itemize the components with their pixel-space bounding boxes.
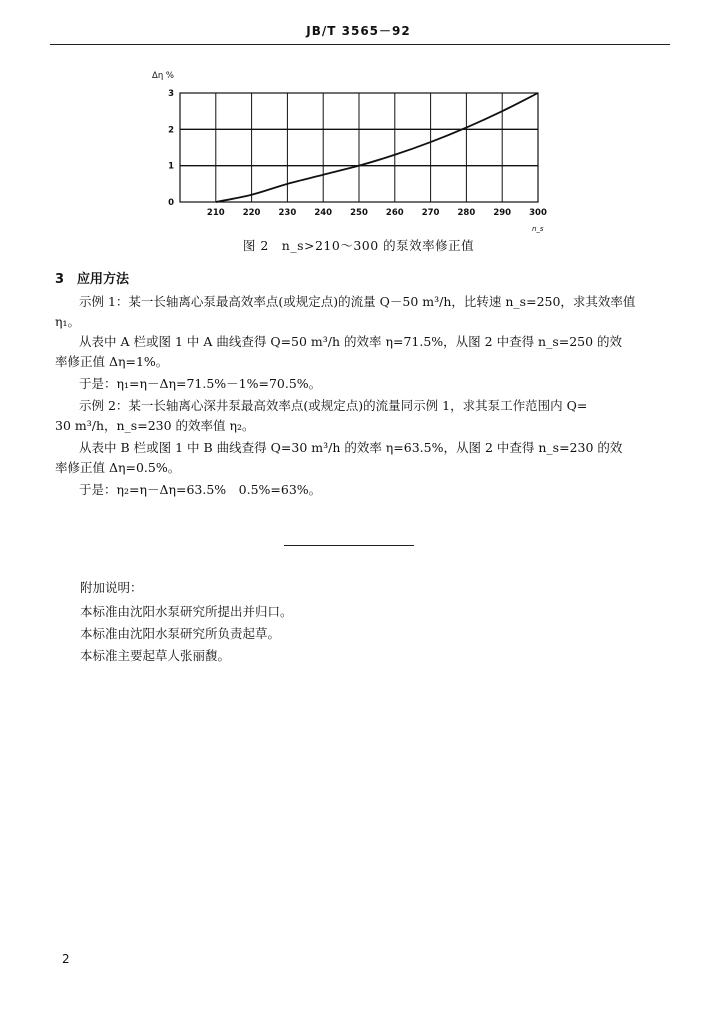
- x-tick-label: 270: [421, 208, 440, 218]
- y-tick-label: 0: [168, 198, 174, 208]
- x-tick-label: 260: [385, 208, 404, 218]
- y-axis-label: Δη %: [152, 71, 174, 81]
- page-number: 2: [62, 952, 70, 966]
- x-tick-label: 250: [350, 208, 368, 218]
- x-tick-label: 290: [493, 208, 512, 218]
- y-tick-label: 2: [168, 125, 174, 136]
- correction-curve: [216, 93, 538, 202]
- x-tick-label: 280: [457, 208, 476, 218]
- x-tick-label: 220: [242, 208, 261, 218]
- paragraph-example1-line1: 示例 1：某一长轴离心泵最高效率点(或规定点)的流量 Q－50 m³/h，比转速 n_s=250，求其效率值: [79, 294, 636, 309]
- x-axis-label: n_s: [532, 225, 544, 233]
- paragraph-lookup2-line1: 从表中 B 栏或图 1 中 B 曲线查得 Q=30 m³/h 的效率 η=63.5%，从图 2 中查得 n_s=230 的效: [79, 440, 623, 455]
- paragraph-lookup2-line2: 率修正值 Δη=0.5%。: [55, 460, 181, 475]
- x-tick-label: 210: [206, 208, 225, 218]
- notes-title: 附加说明：: [80, 580, 143, 595]
- y-tick-label: 3: [168, 89, 174, 99]
- document-header: JB/T 3565－92: [306, 24, 411, 38]
- paragraph-result1: 于是：η₁=η－Δη=71.5%－1%=70.5%。: [79, 376, 322, 391]
- x-tick-label: 240: [314, 208, 333, 218]
- x-tick-label: 230: [278, 208, 297, 218]
- paragraph-lookup1-line2: 率修正值 Δη=1%。: [55, 354, 169, 369]
- paragraph-result2: 于是：η₂=η－Δη=63.5% 0.5%=63%。: [79, 482, 322, 497]
- header-rule: [50, 44, 670, 45]
- paragraph-example1-line2: η₁。: [55, 314, 81, 329]
- y-tick-label: 1: [168, 161, 174, 172]
- section-heading: 3 应用方法: [55, 272, 130, 287]
- end-rule: [284, 545, 414, 546]
- notes-line: 本标准由沈阳水泵研究所负责起草。: [80, 626, 281, 641]
- paragraph-example2-line2: 30 m³/h，n_s=230 的效率值 η₂。: [55, 418, 255, 433]
- figure-caption: 图 2 n_s>210～300 的泵效率修正值: [242, 238, 475, 253]
- paragraph-example2-line1: 示例 2：某一长轴离心深井泵最高效率点(或规定点)的流量同示例 1，求其泵工作范围内 Q=: [79, 398, 588, 413]
- notes-line: 本标准主要起草人张丽馥。: [80, 648, 231, 663]
- notes-line: 本标准由沈阳水泵研究所提出并归口。: [80, 604, 293, 619]
- x-tick-label: 300: [529, 208, 547, 218]
- correction-chart: [140, 66, 560, 236]
- paragraph-lookup1-line1: 从表中 A 栏或图 1 中 A 曲线查得 Q=50 m³/h 的效率 η=71.5%，从图 2 中查得 n_s=250 的效: [79, 334, 623, 349]
